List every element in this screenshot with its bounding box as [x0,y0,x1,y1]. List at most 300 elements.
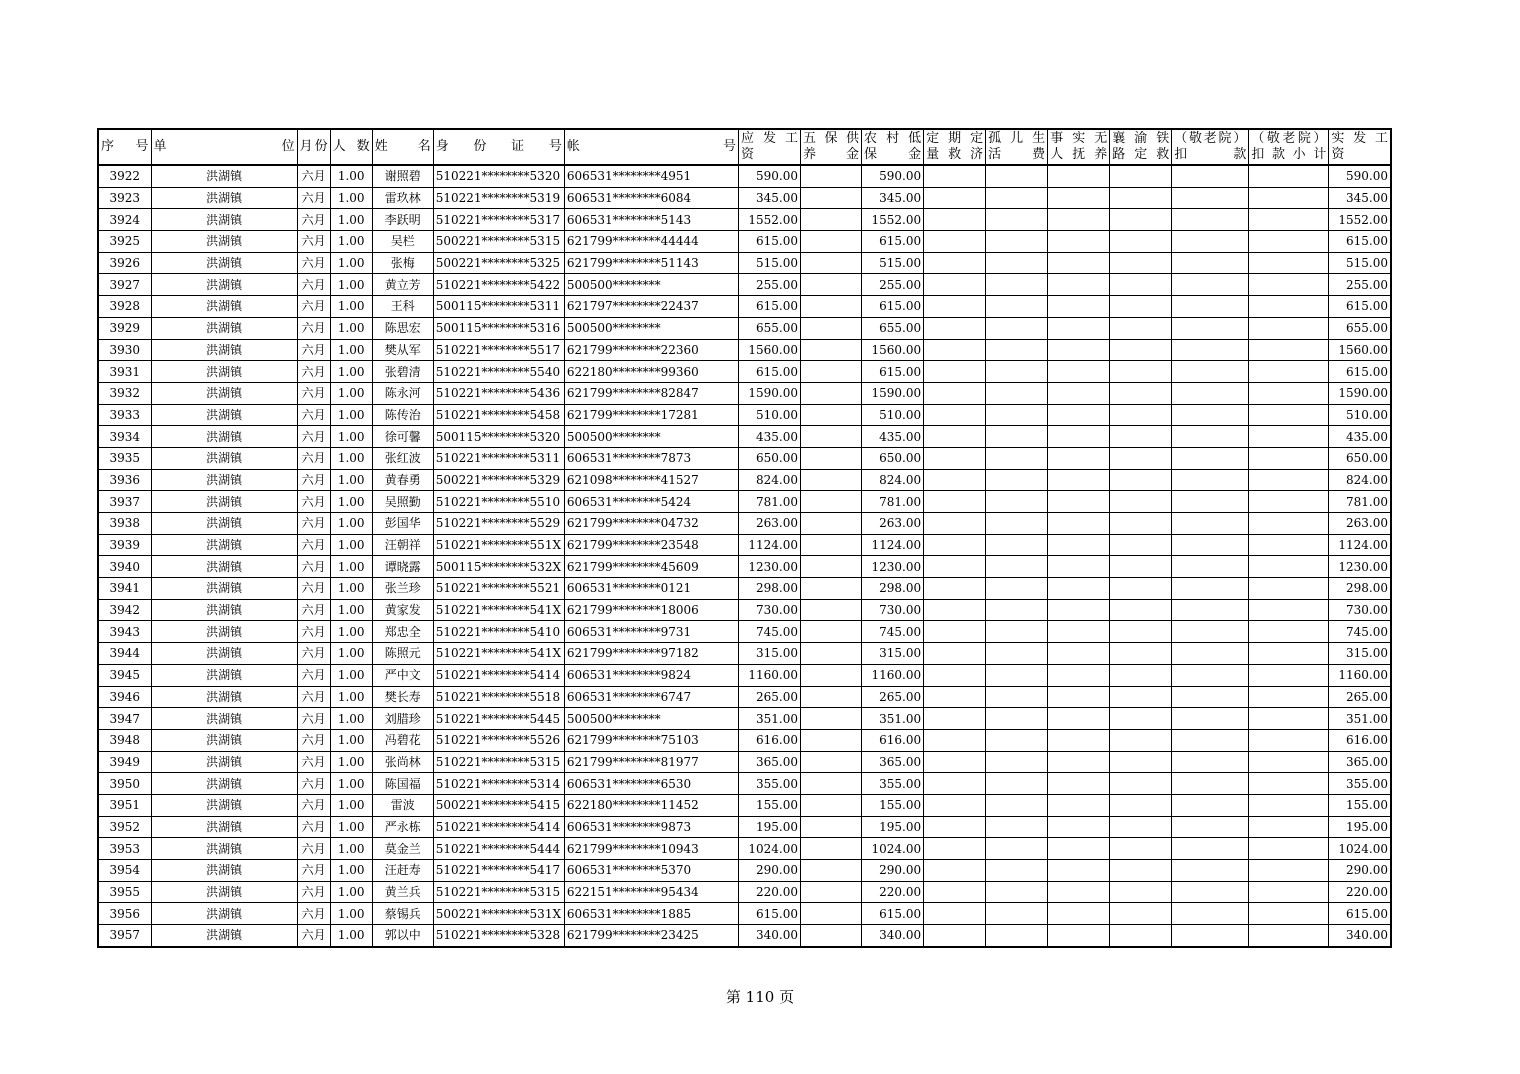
name-cell: 陈传治 [372,404,433,426]
unsupported-cell [1048,838,1110,860]
column-header [1110,129,1172,165]
month-cell: 六月 [297,794,330,816]
id-number-cell: 500115********5320 [433,426,564,448]
railway-relief-cell [1110,773,1172,795]
wubao-cell [801,187,862,209]
table-row [98,252,1391,274]
due-amount-cell: 263.00 [738,513,800,535]
id-number-cell: 500115********5316 [433,317,564,339]
regular-relief-cell [924,339,986,361]
dibao-cell: 510.00 [862,404,924,426]
dibao-cell: 351.00 [862,708,924,730]
regular-relief-cell [924,903,986,925]
dibao-cell: 745.00 [862,621,924,643]
account-cell: 621799********22360 [564,339,738,361]
wubao-cell [801,534,862,556]
wubao-cell [801,708,862,730]
regular-relief-cell [924,729,986,751]
paid-amount-cell: 515.00 [1329,252,1391,274]
deduction-cell [1172,860,1249,882]
due-amount-cell: 315.00 [738,643,800,665]
railway-relief-cell [1110,447,1172,469]
table-row [98,361,1391,383]
unit-cell: 洪湖镇 [151,231,297,253]
paid-amount-cell: 615.00 [1329,903,1391,925]
count-cell: 1.00 [330,165,372,187]
unit-cell: 洪湖镇 [151,578,297,600]
id-number-cell: 510221********5521 [433,578,564,600]
railway-relief-cell [1110,426,1172,448]
account-cell: 621799********51143 [564,252,738,274]
orphan-cell [986,751,1048,773]
name-cell: 陈国福 [372,773,433,795]
unsupported-cell [1048,643,1110,665]
paid-amount-cell: 195.00 [1329,816,1391,838]
count-cell: 1.00 [330,296,372,318]
paid-amount-cell: 1590.00 [1329,382,1391,404]
account-cell: 621799********81977 [564,751,738,773]
regular-relief-cell [924,209,986,231]
orphan-cell [986,165,1048,187]
deduction-subtotal-cell [1249,534,1329,556]
due-amount-cell: 351.00 [738,708,800,730]
dibao-cell: 615.00 [862,903,924,925]
serial-cell: 3938 [98,513,151,535]
unit-cell: 洪湖镇 [151,816,297,838]
wubao-cell [801,382,862,404]
deduction-subtotal-cell [1249,881,1329,903]
count-cell: 1.00 [330,339,372,361]
deduction-cell [1172,426,1249,448]
id-number-cell: 500221********5315 [433,231,564,253]
name-cell: 樊从军 [372,339,433,361]
deduction-subtotal-cell [1249,296,1329,318]
column-header-line1: 定 期 定 [926,131,984,146]
name-cell: 张红波 [372,447,433,469]
regular-relief-cell [924,773,986,795]
paid-amount-cell: 351.00 [1329,708,1391,730]
table-row [98,903,1391,925]
wubao-cell [801,296,862,318]
railway-relief-cell [1110,903,1172,925]
unit-cell: 洪湖镇 [151,187,297,209]
railway-relief-cell [1110,599,1172,621]
table-row [98,556,1391,578]
name-cell: 吴栏 [372,231,433,253]
regular-relief-cell [924,925,986,947]
wubao-cell [801,339,862,361]
orphan-cell [986,708,1048,730]
month-cell: 六月 [297,513,330,535]
column-header-line1: 实 发 工 [1331,131,1388,146]
month-cell: 六月 [297,252,330,274]
unsupported-cell [1048,664,1110,686]
railway-relief-cell [1110,816,1172,838]
wubao-cell [801,664,862,686]
orphan-cell [986,209,1048,231]
count-cell: 1.00 [330,534,372,556]
dibao-cell: 1560.00 [862,339,924,361]
railway-relief-cell [1110,513,1172,535]
column-header-line1: 孤 儿 生 [988,131,1046,146]
orphan-cell [986,643,1048,665]
unsupported-cell [1048,231,1110,253]
deduction-cell [1172,903,1249,925]
paid-amount-cell: 1124.00 [1329,534,1391,556]
count-cell: 1.00 [330,881,372,903]
due-amount-cell: 220.00 [738,881,800,903]
account-cell: 621799********10943 [564,838,738,860]
deduction-cell [1172,317,1249,339]
paid-amount-cell: 1160.00 [1329,664,1391,686]
unsupported-cell [1048,925,1110,947]
unsupported-cell [1048,578,1110,600]
month-cell: 六月 [297,404,330,426]
railway-relief-cell [1110,296,1172,318]
column-header-line2: 活 费 [988,147,1046,162]
id-number-cell: 510221********5540 [433,361,564,383]
month-cell: 六月 [297,361,330,383]
regular-relief-cell [924,686,986,708]
column-header-line1: 襄 渝 铁 [1112,131,1170,146]
deduction-cell [1172,209,1249,231]
deduction-cell [1172,773,1249,795]
serial-cell: 3944 [98,643,151,665]
column-header [297,129,330,165]
table-row [98,794,1391,816]
deduction-cell [1172,274,1249,296]
name-cell: 陈照元 [372,643,433,665]
unsupported-cell [1048,469,1110,491]
serial-cell: 3950 [98,773,151,795]
deduction-subtotal-cell [1249,751,1329,773]
column-header-line2: 量 救 济 [926,147,984,162]
wubao-cell [801,751,862,773]
name-cell: 刘腊珍 [372,708,433,730]
railway-relief-cell [1110,209,1172,231]
unsupported-cell [1048,599,1110,621]
deduction-subtotal-cell [1249,274,1329,296]
orphan-cell [986,881,1048,903]
regular-relief-cell [924,165,986,187]
dibao-cell: 315.00 [862,643,924,665]
id-number-cell: 510221********5436 [433,382,564,404]
wubao-cell [801,469,862,491]
table-row [98,447,1391,469]
orphan-cell [986,860,1048,882]
railway-relief-cell [1110,686,1172,708]
month-cell: 六月 [297,599,330,621]
month-cell: 六月 [297,491,330,513]
deduction-subtotal-cell [1249,925,1329,947]
due-amount-cell: 730.00 [738,599,800,621]
unsupported-cell [1048,729,1110,751]
count-cell: 1.00 [330,729,372,751]
deduction-cell [1172,643,1249,665]
orphan-cell [986,621,1048,643]
deduction-cell [1172,708,1249,730]
wubao-cell [801,773,862,795]
column-header [433,129,564,165]
wubao-cell [801,317,862,339]
table-header-row [98,129,1391,165]
wubao-cell [801,252,862,274]
name-cell: 陈永河 [372,382,433,404]
unsupported-cell [1048,794,1110,816]
wubao-cell [801,903,862,925]
unit-cell: 洪湖镇 [151,664,297,686]
id-number-cell: 510221********5526 [433,729,564,751]
id-number-cell: 500115********532X [433,556,564,578]
name-cell: 黄春勇 [372,469,433,491]
month-cell: 六月 [297,860,330,882]
wubao-cell [801,447,862,469]
deduction-subtotal-cell [1249,903,1329,925]
id-number-cell: 510221********5319 [433,187,564,209]
count-cell: 1.00 [330,664,372,686]
dibao-cell: 290.00 [862,860,924,882]
railway-relief-cell [1110,274,1172,296]
deduction-cell [1172,729,1249,751]
unit-cell: 洪湖镇 [151,469,297,491]
unit-cell: 洪湖镇 [151,643,297,665]
column-header-line1: （敬老院） [1251,131,1327,146]
railway-relief-cell [1110,469,1172,491]
deduction-cell [1172,404,1249,426]
deduction-subtotal-cell [1249,209,1329,231]
month-cell: 六月 [297,209,330,231]
wubao-cell [801,621,862,643]
id-number-cell: 510221********5517 [433,339,564,361]
dibao-cell: 340.00 [862,925,924,947]
relief-payment-table [97,128,1392,948]
unsupported-cell [1048,621,1110,643]
table-row [98,274,1391,296]
column-header-line1: 应 发 工 [740,131,798,146]
dibao-cell: 616.00 [862,729,924,751]
railway-relief-cell [1110,187,1172,209]
unsupported-cell [1048,708,1110,730]
deduction-cell [1172,187,1249,209]
month-cell: 六月 [297,187,330,209]
unit-cell: 洪湖镇 [151,860,297,882]
wubao-cell [801,729,862,751]
column-header-line1: 月份 [299,139,328,154]
serial-cell: 3931 [98,361,151,383]
railway-relief-cell [1110,231,1172,253]
column-header [98,129,151,165]
due-amount-cell: 1024.00 [738,838,800,860]
orphan-cell [986,426,1048,448]
deduction-cell [1172,664,1249,686]
due-amount-cell: 1590.00 [738,382,800,404]
due-amount-cell: 590.00 [738,165,800,187]
id-number-cell: 510221********5417 [433,860,564,882]
count-cell: 1.00 [330,447,372,469]
account-cell: 621799********23425 [564,925,738,947]
name-cell: 张兰珍 [372,578,433,600]
paid-amount-cell: 781.00 [1329,491,1391,513]
account-cell: 606531********6530 [564,773,738,795]
dibao-cell: 298.00 [862,578,924,600]
regular-relief-cell [924,860,986,882]
serial-cell: 3933 [98,404,151,426]
column-header [1249,129,1329,165]
name-cell: 李跃明 [372,209,433,231]
id-number-cell: 510221********5529 [433,513,564,535]
serial-cell: 3927 [98,274,151,296]
serial-cell: 3926 [98,252,151,274]
column-header-line1: 人 数 [332,139,370,154]
serial-cell: 3939 [98,534,151,556]
deduction-cell [1172,838,1249,860]
id-number-cell: 500221********531X [433,903,564,925]
deduction-subtotal-cell [1249,447,1329,469]
wubao-cell [801,816,862,838]
unsupported-cell [1048,860,1110,882]
count-cell: 1.00 [330,621,372,643]
regular-relief-cell [924,426,986,448]
deduction-subtotal-cell [1249,513,1329,535]
column-header-line1: 五 保 供 [803,131,860,146]
id-number-cell: 510221********541X [433,599,564,621]
table-row [98,925,1391,947]
column-header-line2: 人 抚 养 [1050,147,1108,162]
deduction-subtotal-cell [1249,361,1329,383]
due-amount-cell: 615.00 [738,903,800,925]
serial-cell: 3943 [98,621,151,643]
column-header-line1: （敬老院） [1174,131,1247,146]
deduction-cell [1172,361,1249,383]
railway-relief-cell [1110,621,1172,643]
orphan-cell [986,816,1048,838]
regular-relief-cell [924,556,986,578]
account-cell: 621799********82847 [564,382,738,404]
paid-amount-cell: 616.00 [1329,729,1391,751]
dibao-cell: 615.00 [862,231,924,253]
table-row [98,231,1391,253]
account-cell: 606531********6747 [564,686,738,708]
account-cell: 621799********04732 [564,513,738,535]
dibao-cell: 650.00 [862,447,924,469]
month-cell: 六月 [297,382,330,404]
wubao-cell [801,513,862,535]
paid-amount-cell: 155.00 [1329,794,1391,816]
paid-amount-cell: 655.00 [1329,317,1391,339]
dibao-cell: 515.00 [862,252,924,274]
name-cell: 雷波 [372,794,433,816]
deduction-subtotal-cell [1249,838,1329,860]
count-cell: 1.00 [330,643,372,665]
name-cell: 张碧清 [372,361,433,383]
orphan-cell [986,686,1048,708]
paid-amount-cell: 355.00 [1329,773,1391,795]
regular-relief-cell [924,274,986,296]
count-cell: 1.00 [330,838,372,860]
deduction-subtotal-cell [1249,621,1329,643]
deduction-cell [1172,751,1249,773]
paid-amount-cell: 730.00 [1329,599,1391,621]
account-cell: 606531********7873 [564,447,738,469]
column-header [372,129,433,165]
orphan-cell [986,404,1048,426]
month-cell: 六月 [297,556,330,578]
orphan-cell [986,317,1048,339]
deduction-subtotal-cell [1249,816,1329,838]
paid-amount-cell: 650.00 [1329,447,1391,469]
unit-cell: 洪湖镇 [151,708,297,730]
name-cell: 雷玖林 [372,187,433,209]
unit-cell: 洪湖镇 [151,881,297,903]
dibao-cell: 365.00 [862,751,924,773]
id-number-cell: 510221********5414 [433,664,564,686]
name-cell: 汪赶寿 [372,860,433,882]
orphan-cell [986,556,1048,578]
due-amount-cell: 155.00 [738,794,800,816]
account-cell: 621799********23548 [564,534,738,556]
due-amount-cell: 615.00 [738,361,800,383]
railway-relief-cell [1110,881,1172,903]
orphan-cell [986,794,1048,816]
name-cell: 谢照碧 [372,165,433,187]
deduction-subtotal-cell [1249,860,1329,882]
column-header [151,129,297,165]
due-amount-cell: 195.00 [738,816,800,838]
unsupported-cell [1048,209,1110,231]
serial-cell: 3955 [98,881,151,903]
id-number-cell: 510221********5320 [433,165,564,187]
deduction-subtotal-cell [1249,187,1329,209]
orphan-cell [986,469,1048,491]
unsupported-cell [1048,881,1110,903]
table-row [98,426,1391,448]
count-cell: 1.00 [330,231,372,253]
wubao-cell [801,426,862,448]
paid-amount-cell: 345.00 [1329,187,1391,209]
table-row [98,578,1391,600]
serial-cell: 3951 [98,794,151,816]
column-header-line1: 姓 名 [374,139,431,154]
month-cell: 六月 [297,621,330,643]
table-row [98,339,1391,361]
paid-amount-cell: 1230.00 [1329,556,1391,578]
serial-cell: 3947 [98,708,151,730]
unsupported-cell [1048,274,1110,296]
paid-amount-cell: 315.00 [1329,643,1391,665]
serial-cell: 3930 [98,339,151,361]
paid-amount-cell: 1024.00 [1329,838,1391,860]
month-cell: 六月 [297,643,330,665]
unit-cell: 洪湖镇 [151,317,297,339]
due-amount-cell: 365.00 [738,751,800,773]
orphan-cell [986,534,1048,556]
orphan-cell [986,447,1048,469]
count-cell: 1.00 [330,686,372,708]
regular-relief-cell [924,382,986,404]
column-header [801,129,862,165]
month-cell: 六月 [297,165,330,187]
name-cell: 莫金兰 [372,838,433,860]
table-row [98,621,1391,643]
paid-amount-cell: 255.00 [1329,274,1391,296]
unsupported-cell [1048,426,1110,448]
name-cell: 严永栋 [372,816,433,838]
regular-relief-cell [924,816,986,838]
unsupported-cell [1048,382,1110,404]
unsupported-cell [1048,296,1110,318]
regular-relief-cell [924,621,986,643]
deduction-cell [1172,339,1249,361]
